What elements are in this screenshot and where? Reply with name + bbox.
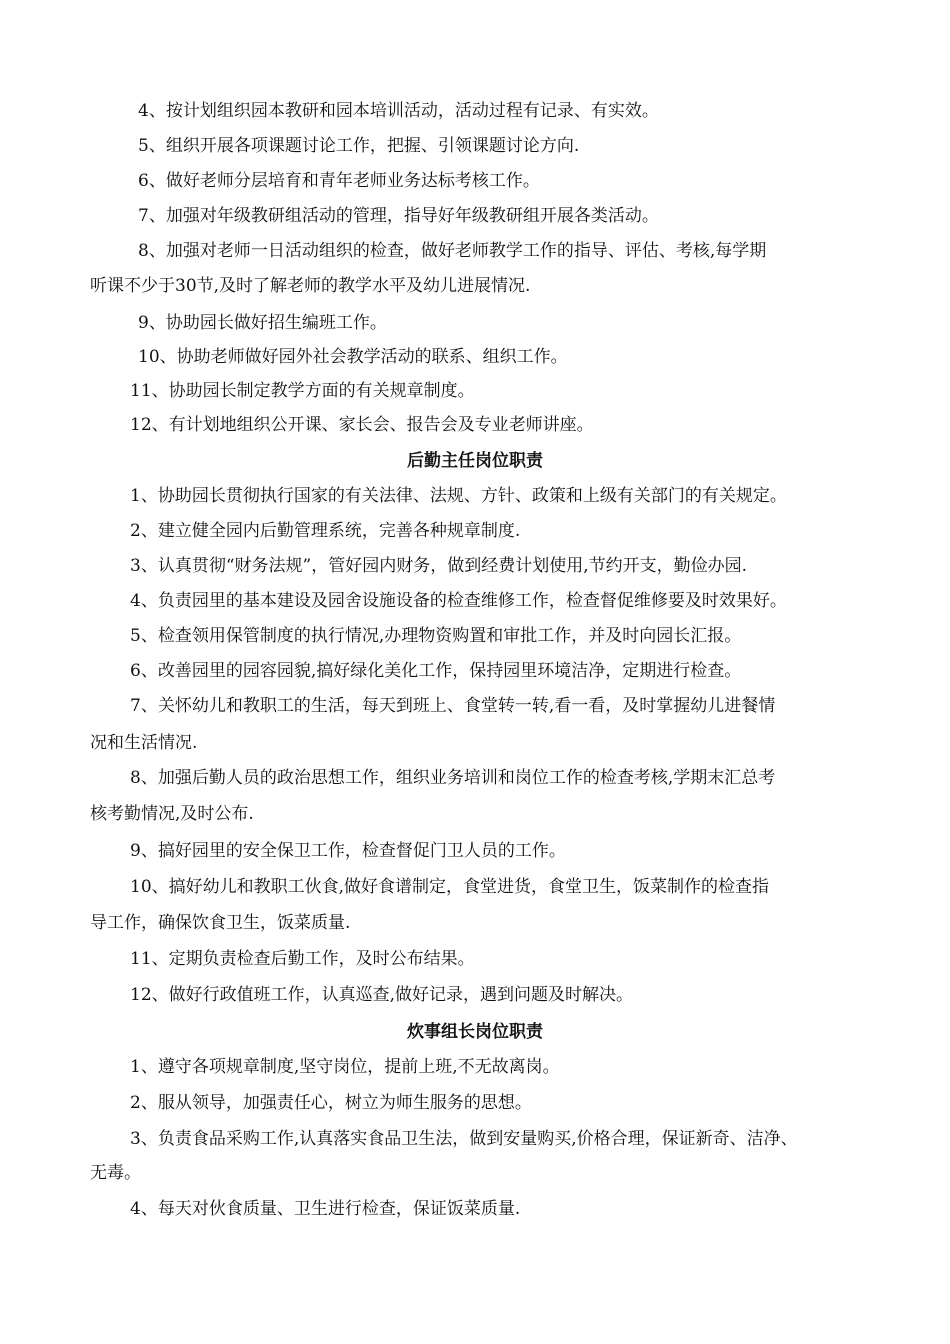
paragraph-line: 7、加强对年级教研组活动的管理，指导好年级教研组开展各类活动。 (138, 206, 659, 226)
paragraph-line: 7、关怀幼儿和教职工的生活，每天到班上、食堂转一转,看一看，及时掌握幼儿进餐情 (130, 696, 776, 716)
paragraph-line: 2、服从领导，加强责任心，树立为师生服务的思想。 (130, 1093, 532, 1113)
paragraph-line: 1、协助园长贯彻执行国家的有关法律、法规、方针、政策和上级有关部门的有关规定。 (130, 486, 787, 506)
paragraph-line: 8、加强后勤人员的政治思想工作，组织业务培训和岗位工作的检查考核,学期末汇总考 (130, 768, 776, 788)
paragraph-line: 4、按计划组织园本教研和园本培训活动，活动过程有记录、有实效。 (138, 101, 659, 121)
paragraph-line: 12、有计划地组织公开课、家长会、报告会及专业老师讲座。 (130, 415, 594, 435)
paragraph-line: 3、负责食品采购工作,认真落实食品卫生法，做到安量购买,价格合理，保证新奇、洁净、 (130, 1129, 798, 1149)
paragraph-line: 3、认真贯彻“财务法规”，管好园内财务，做到经费计划使用,节约开支，勤俭办园. (130, 556, 748, 576)
paragraph-line: 9、协助园长做好招生编班工作。 (138, 313, 387, 333)
section-heading-kitchen: 炊事组长岗位职责 (407, 1022, 543, 1042)
paragraph-line: 11、定期负责检查后勤工作，及时公布结果。 (130, 949, 475, 969)
paragraph-line: 6、改善园里的园容园貌,搞好绿化美化工作，保持园里环境洁净，定期进行检查。 (130, 661, 742, 681)
paragraph-line: 2、建立健全园内后勤管理系统，完善各种规章制度. (130, 521, 521, 541)
paragraph-line: 4、负责园里的基本建设及园舍设施设备的检查维修工作，检查督促维修要及时效果好。 (130, 591, 787, 611)
paragraph-line: 5、检查领用保管制度的执行情况,办理物资购置和审批工作，并及时向园长汇报。 (130, 626, 742, 646)
paragraph-line: 况和生活情况. (90, 733, 198, 753)
paragraph-line: 6、做好老师分层培育和青年老师业务达标考核工作。 (138, 171, 540, 191)
paragraph-line: 4、每天对伙食质量、卫生进行检查，保证饭菜质量. (130, 1199, 521, 1219)
paragraph-line: 8、加强对老师一日活动组织的检查，做好老师教学工作的指导、评估、考核,每学期 (138, 241, 767, 261)
section-heading-logistics: 后勤主任岗位职责 (407, 451, 543, 471)
paragraph-line: 9、搞好园里的安全保卫工作，检查督促门卫人员的工作。 (130, 841, 566, 861)
paragraph-line: 1、遵守各项规章制度,坚守岗位，提前上班,不无故离岗。 (130, 1057, 560, 1077)
paragraph-line: 10、搞好幼儿和教职工伙食,做好食谱制定，食堂进货，食堂卫生，饭菜制作的检查指 (130, 877, 770, 897)
paragraph-line: 导工作，确保饮食卫生，饭菜质量. (90, 913, 351, 933)
paragraph-line: 无毒。 (90, 1163, 141, 1183)
paragraph-line: 听课不少于30节,及时了解老师的教学水平及幼儿进展情况. (90, 276, 531, 296)
paragraph-line: 10、协助老师做好园外社会教学活动的联系、组织工作。 (138, 347, 568, 367)
paragraph-line: 核考勤情况,及时公布. (90, 804, 254, 824)
paragraph-line: 5、组织开展各项课题讨论工作，把握、引领课题讨论方向. (138, 136, 580, 156)
paragraph-line: 11、协助园长制定教学方面的有关规章制度。 (130, 381, 475, 401)
paragraph-line: 12、做好行政值班工作，认真巡查,做好记录，遇到问题及时解决。 (130, 985, 634, 1005)
